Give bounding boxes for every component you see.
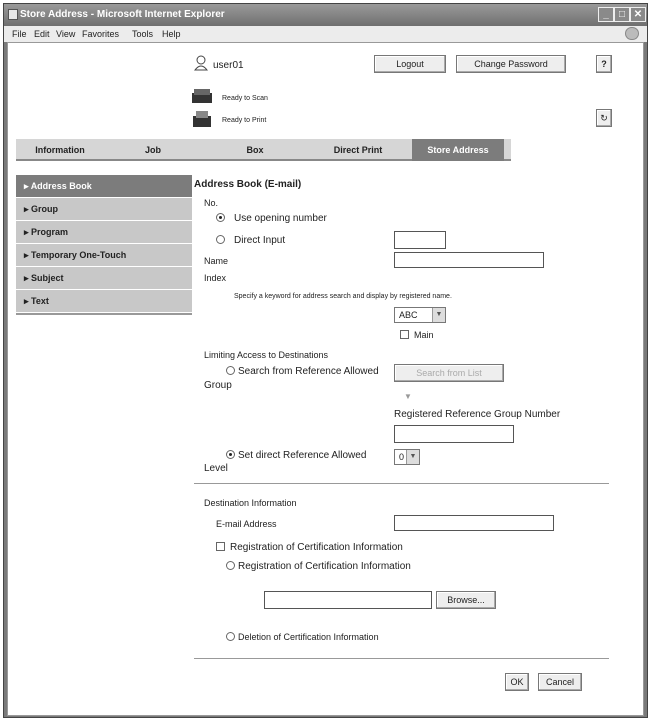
chevron-down-icon: ▼: [432, 308, 445, 322]
chevron-down-icon: ▼: [406, 450, 419, 464]
windows-logo-icon: [625, 27, 639, 40]
maximize-button[interactable]: □: [614, 7, 630, 22]
minimize-button[interactable]: _: [598, 7, 614, 22]
arrow-down-icon: ▼: [404, 392, 412, 401]
menu-bar: [4, 26, 647, 42]
search-reference-group-label-1: Search from Reference Allowed: [238, 366, 379, 377]
change-password-button[interactable]: Change Password: [456, 55, 566, 73]
limiting-access-label: Limiting Access to Destinations: [204, 350, 329, 360]
set-direct-reference-level-radio[interactable]: [226, 450, 235, 459]
menu-edit[interactable]: Edit: [34, 29, 50, 39]
ie-app-icon: [8, 9, 18, 20]
sidebar-item-label: Program: [31, 227, 69, 237]
refresh-button[interactable]: [596, 109, 612, 127]
window-title: Store Address - Microsoft Internet Explorer: [20, 9, 225, 20]
direct-input-radio[interactable]: [216, 235, 225, 244]
tab-job[interactable]: Job: [144, 145, 161, 155]
ok-button[interactable]: OK: [505, 673, 529, 691]
sidebar-item-program[interactable]: ▸ Program: [16, 221, 192, 244]
sidebar-item-address-book[interactable]: ▸ Address Book: [16, 175, 192, 198]
form-footer-divider: [194, 658, 609, 659]
certificate-file-input[interactable]: [264, 591, 432, 609]
direct-input-label: Direct Input: [234, 235, 286, 246]
registration-certification-checkbox-label: Registration of Certification Information: [230, 542, 403, 553]
main-checkbox[interactable]: [400, 330, 409, 339]
level-select[interactable]: [394, 449, 420, 465]
logout-button[interactable]: Logout: [374, 55, 446, 73]
page-title: Address Book (E-mail): [194, 179, 302, 190]
sidebar: [16, 175, 192, 315]
search-reference-group-label-2: Group: [204, 380, 232, 391]
deletion-certification-radio[interactable]: [226, 632, 235, 641]
search-from-list-button[interactable]: Search from List: [394, 364, 504, 382]
menu-view[interactable]: View: [56, 29, 76, 39]
tab-information[interactable]: Information: [35, 145, 85, 155]
title-bar: [4, 4, 647, 26]
destination-information-label: Destination Information: [204, 498, 297, 508]
email-address-input[interactable]: [394, 515, 554, 531]
scan-status: Ready to Scan: [222, 95, 268, 102]
tab-box[interactable]: Box: [246, 145, 264, 155]
index-hint: Specify a keyword for address search and display by registered name.: [234, 293, 452, 300]
no-label: No.: [204, 198, 219, 208]
help-icon: ?: [601, 59, 607, 69]
set-direct-reference-level-label-2: Level: [204, 463, 228, 474]
sidebar-item-group[interactable]: ▸ Group: [16, 198, 192, 221]
user-name: user01: [213, 60, 244, 71]
registered-reference-group-label: Registered Reference Group Number: [394, 409, 561, 420]
page-content: [7, 42, 644, 716]
sidebar-item-label: Address Book: [30, 181, 92, 191]
registered-reference-group-input[interactable]: [394, 425, 514, 443]
printer-icon: [190, 109, 216, 129]
sidebar-item-label: Temporary One-Touch: [31, 250, 127, 260]
sidebar-item-temporary-one-touch[interactable]: ▸ Temporary One-Touch: [16, 244, 192, 267]
name-label: Name: [204, 256, 229, 266]
registration-certification-radio[interactable]: [226, 561, 235, 570]
registration-certification-checkbox[interactable]: [216, 542, 225, 551]
direct-input-field[interactable]: [394, 231, 446, 249]
sidebar-item-label: Subject: [31, 273, 64, 283]
set-direct-reference-level-label-1: Set direct Reference Allowed: [238, 450, 367, 461]
scanner-icon: [190, 87, 216, 107]
tab-store-address[interactable]: Store Address: [412, 139, 504, 161]
print-status: Ready to Print: [222, 117, 267, 124]
browser-window: [3, 3, 648, 718]
registration-certification-radio-label: Registration of Certification Information: [238, 561, 411, 572]
email-address-label: E-mail Address: [216, 519, 277, 529]
section-divider: [194, 483, 609, 484]
tab-direct-print[interactable]: Direct Print: [333, 145, 383, 155]
index-selected-value: ABC: [399, 310, 418, 320]
use-opening-number-label: Use opening number: [234, 213, 327, 224]
search-reference-group-radio[interactable]: [226, 366, 235, 375]
menu-tools[interactable]: Tools: [132, 29, 154, 39]
browse-button[interactable]: Browse...: [436, 591, 496, 609]
sidebar-item-text[interactable]: ▸ Text: [16, 290, 192, 313]
main-label: Main: [414, 330, 434, 340]
close-button[interactable]: ✕: [630, 7, 646, 22]
menu-favorites[interactable]: Favorites: [82, 29, 120, 39]
refresh-icon: ↻: [600, 113, 608, 123]
cancel-button[interactable]: Cancel: [538, 673, 582, 691]
deletion-certification-label: Deletion of Certification Information: [238, 632, 379, 642]
main-tabs: [16, 139, 511, 161]
menu-file[interactable]: File: [12, 29, 27, 39]
user-icon: [194, 55, 208, 71]
level-selected-value: 0: [399, 452, 405, 462]
name-input[interactable]: [394, 252, 544, 268]
use-opening-number-radio[interactable]: [216, 213, 225, 222]
sidebar-item-subject[interactable]: ▸ Subject: [16, 267, 192, 290]
index-label: Index: [204, 273, 227, 283]
help-button[interactable]: [596, 55, 612, 73]
menu-help[interactable]: Help: [162, 29, 181, 39]
sidebar-item-label: Group: [31, 204, 59, 214]
sidebar-item-label: Text: [31, 296, 49, 306]
index-select[interactable]: [394, 307, 446, 323]
